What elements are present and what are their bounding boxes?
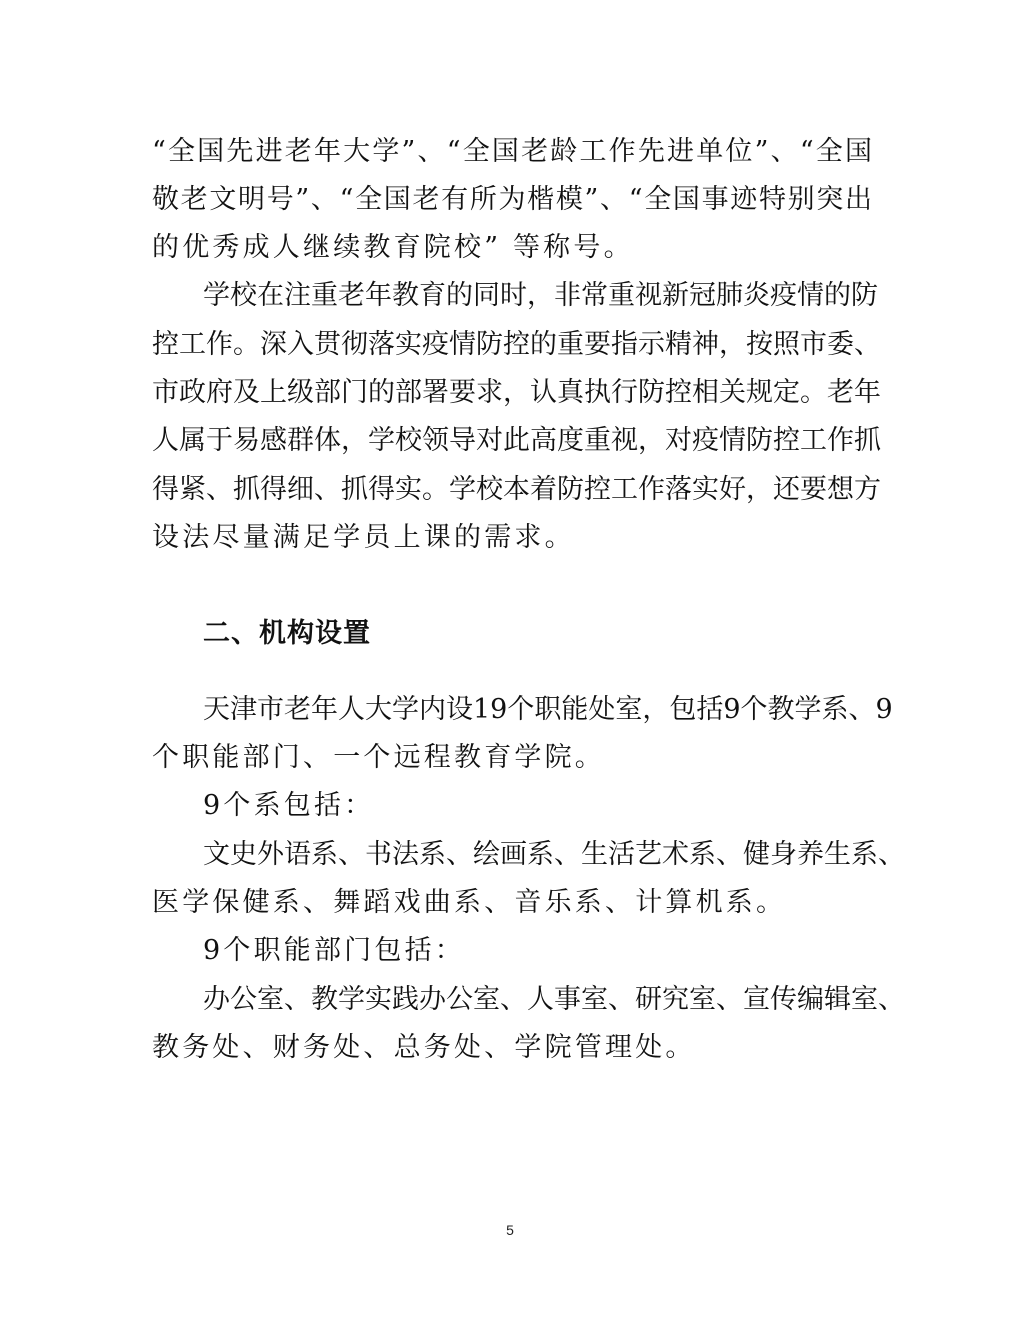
paragraph-3-line-2: 个职能部门、一个远程教育学院。 xyxy=(152,742,605,773)
page-number: 5 xyxy=(506,1222,514,1238)
section-heading: 二、机构设置 xyxy=(203,618,371,649)
paragraph-4: 9个系包括： xyxy=(203,790,375,821)
paragraph-5-line-2: 医学保健系、舞蹈戏曲系、音乐系、计算机系。 xyxy=(152,887,787,918)
paragraph-2-line-2: 控工作。深入贯彻落实疫情防控的重要指示精神，按照市委、 xyxy=(152,329,881,360)
paragraph-1-line-2: 敬老文明号”、“全国老有所为楷模”、“全国事迹特别突出 xyxy=(152,184,872,215)
paragraph-1-line-3: 的优秀成人继续教育院校” 等称号。 xyxy=(152,232,634,263)
paragraph-6: 9个职能部门包括： xyxy=(203,935,465,966)
paragraph-2-line-5: 得紧、抓得细、抓得实。学校本着防控工作落实好，还要想方 xyxy=(152,474,881,505)
paragraph-3-line-1: 天津市老年人大学内设19个职能处室，包括9个教学系、9 xyxy=(203,694,893,725)
paragraph-2-line-3: 市政府及上级部门的部署要求，认真执行防控相关规定。老年 xyxy=(152,377,881,408)
paragraph-5-line-1: 文史外语系、书法系、绘画系、生活艺术系、健身养生系、 xyxy=(203,839,905,870)
paragraph-2-line-1: 学校在注重老年教育的同时，非常重视新冠肺炎疫情的防 xyxy=(203,280,878,311)
paragraph-2-line-6: 设法尽量满足学员上课的需求。 xyxy=(152,522,575,553)
paragraph-7-line-1: 办公室、教学实践办公室、人事室、研究室、宣传编辑室、 xyxy=(203,984,905,1015)
paragraph-2-line-4: 人属于易感群体，学校领导对此高度重视，对疫情防控工作抓 xyxy=(152,425,881,456)
paragraph-1-line-1: “全国先进老年大学”、“全国老龄工作先进单位”、“全国 xyxy=(152,136,872,167)
paragraph-7-line-2: 教务处、财务处、总务处、学院管理处。 xyxy=(152,1032,696,1063)
